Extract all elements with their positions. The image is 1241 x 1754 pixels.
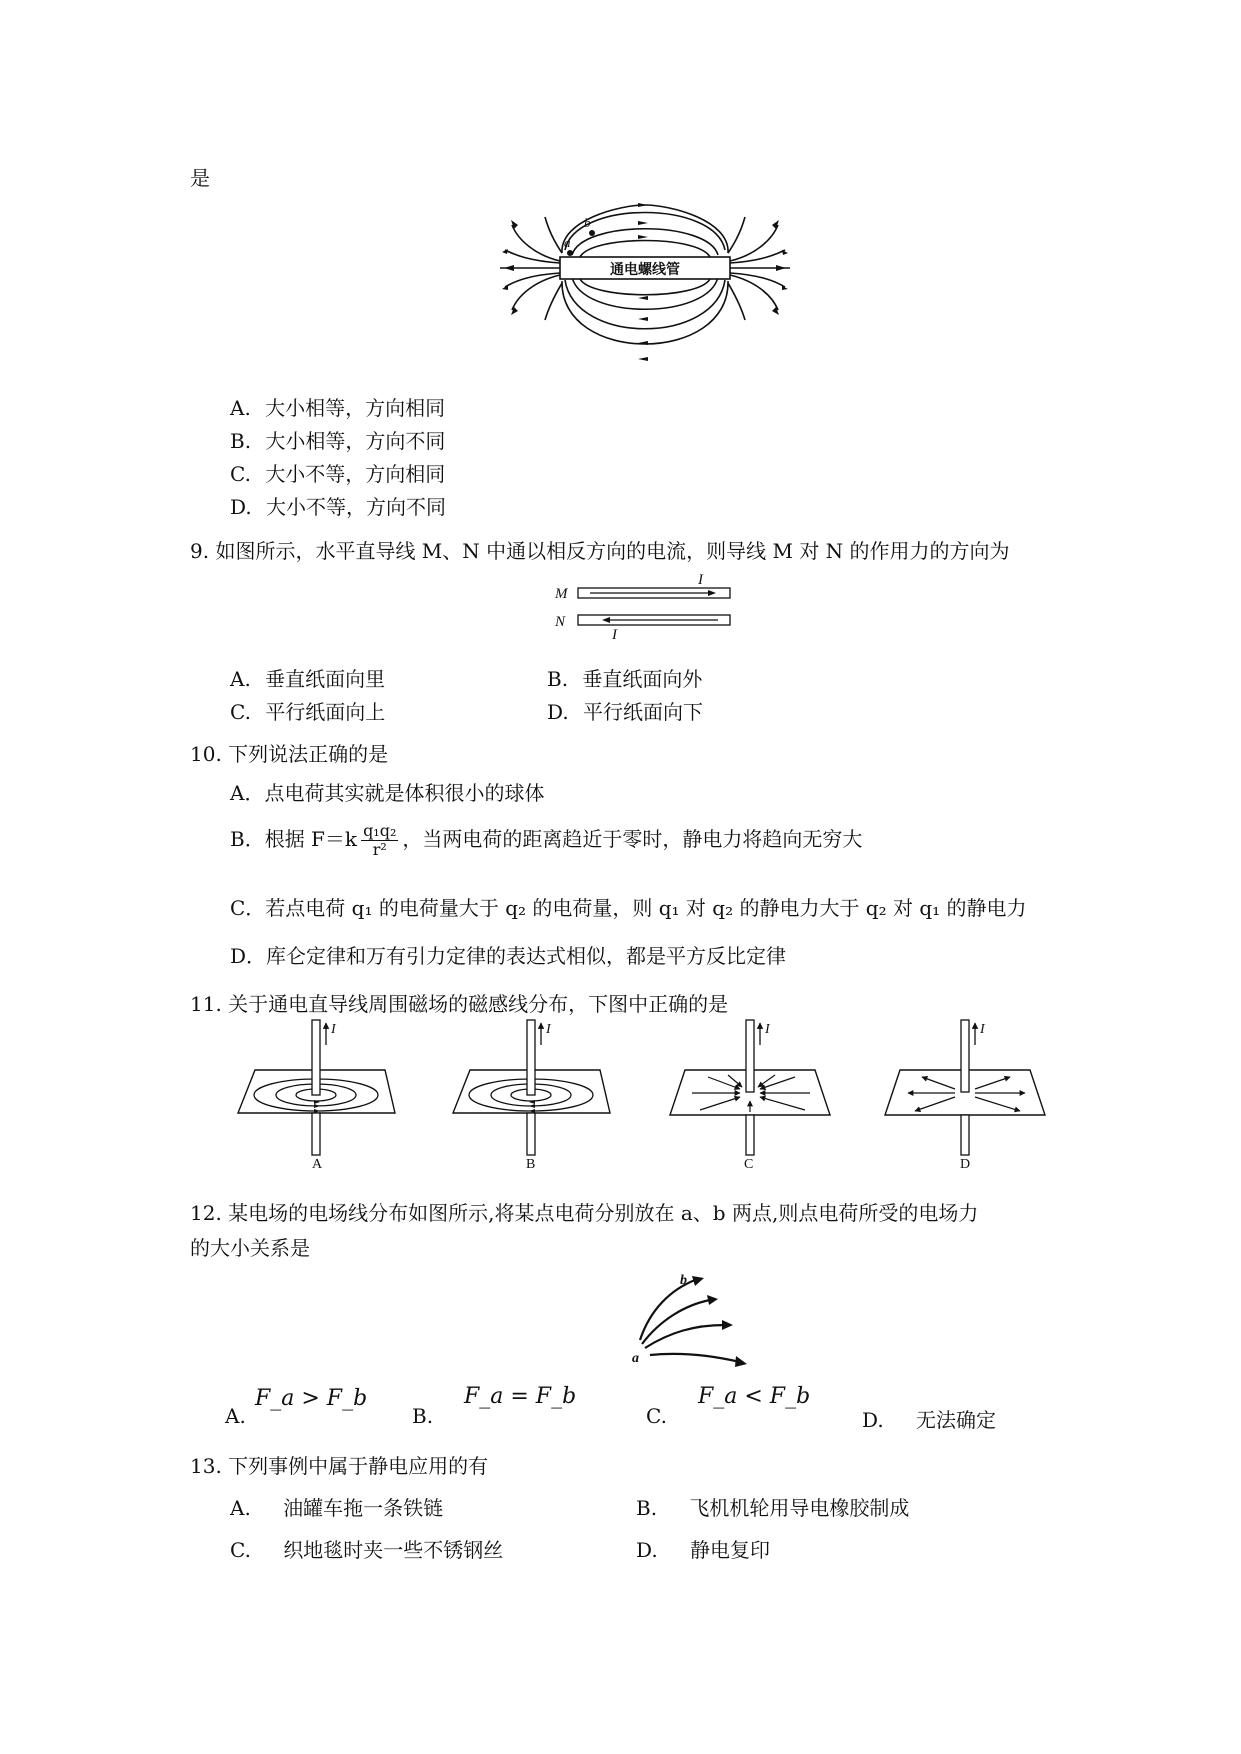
option-formula: F_a = F_b [464, 1384, 577, 1409]
current-n-label: I [612, 627, 617, 640]
option-b-suffix: ，当两电荷的距离趋近于零时，静电力将趋向无穷大 [402, 827, 863, 851]
option-text: 大小不等，方向不同 [266, 495, 447, 519]
option-text: 大小相等，方向相同 [265, 396, 446, 420]
electric-field-lines-figure [630, 1270, 760, 1380]
option-key: B. [547, 667, 569, 691]
current-label-c: I [765, 1022, 770, 1037]
q10-option-c[interactable]: C．若点电荷 q₁ 的电荷量大于 q₂ 的电荷量，则 q₁ 对 q₂ 的静电力大于 q₂ 对 q₁ 的静电力 [230, 896, 1027, 920]
figure-d[interactable] [885, 1020, 1045, 1170]
option-key: C. [646, 1404, 667, 1428]
question-10-stem: 10. 下列说法正确的是 [190, 742, 389, 766]
option-b-prefix: B．根据 F＝k [230, 827, 358, 851]
option-text: 大小不等，方向相同 [265, 462, 446, 486]
option-key: D. [547, 700, 569, 724]
current-m-label: I [698, 572, 703, 588]
point-a-label: a [632, 1351, 639, 1366]
option-key: A. [230, 1496, 251, 1520]
parallel-wires-figure [550, 570, 740, 640]
figure-label-c: C [744, 1157, 754, 1170]
option-text: 飞机机轮用导电橡胶制成 [689, 1496, 910, 1520]
point-b-label: b [584, 215, 591, 230]
solenoid-label: 通电螺线管 [610, 263, 680, 278]
q13-option-d[interactable] [636, 1534, 770, 1563]
figure-label-a: A [312, 1157, 323, 1170]
option-formula: F_a < F_b [698, 1384, 811, 1409]
figure-c[interactable] [670, 1020, 830, 1170]
q12-option-d[interactable] [862, 1404, 996, 1433]
figure-label-b: B [526, 1157, 536, 1170]
q9-option-d[interactable] [547, 696, 703, 725]
q12-option-c[interactable] [646, 1384, 811, 1432]
option-text: 织地毯时夹一些不锈钢丝 [283, 1538, 504, 1562]
question-9-stem: 9. 如图所示，水平直导线 M、N 中通以相反方向的电流，则导线 M 对 N 的作用力的方向为 [190, 539, 1010, 563]
option-key: A. [225, 1404, 246, 1428]
option-key: B. [412, 1404, 434, 1428]
q13-option-a[interactable] [230, 1492, 443, 1521]
option-formula: F_a > F_b [255, 1386, 368, 1411]
fraction-numerator: q₁q₂ [363, 821, 397, 840]
q10-option-a[interactable]: A．点电荷其实就是体积很小的球体 [230, 781, 545, 805]
figure-a[interactable] [238, 1020, 395, 1170]
option-key: D. [636, 1538, 658, 1562]
q10-option-d[interactable]: D．库仑定律和万有引力定律的表达式相似，都是平方反比定律 [230, 944, 787, 968]
question-12-stem-line1: 12. 某电场的电场线分布如图所示,将某点电荷分别放在 a、b 两点,则点电荷所受的电场力 [190, 1201, 979, 1225]
current-label-b: I [546, 1022, 551, 1037]
option-key: B. [636, 1496, 658, 1520]
q13-option-c[interactable] [230, 1534, 503, 1563]
current-label-a: I [331, 1022, 336, 1037]
wire-n-label: N [555, 614, 566, 630]
solenoid-field-figure [500, 195, 790, 380]
option-key: D. [230, 495, 252, 519]
option-text: 平行纸面向上 [265, 700, 386, 724]
q8-option-a[interactable] [230, 392, 445, 421]
option-key: D. [862, 1408, 884, 1432]
figure-b[interactable] [453, 1020, 610, 1170]
q10-option-b[interactable] [230, 822, 862, 859]
option-text: 静电复印 [690, 1538, 771, 1562]
coulomb-fraction [361, 822, 398, 859]
option-key: B. [230, 429, 252, 453]
q9-option-c[interactable] [230, 696, 385, 725]
option-key: C. [230, 462, 251, 486]
option-key: A. [230, 667, 251, 691]
option-text: 大小相等，方向不同 [265, 429, 446, 453]
option-key: C. [230, 1538, 251, 1562]
option-key: C. [230, 700, 251, 724]
option-text: 平行纸面向下 [583, 700, 704, 724]
point-a-label: a [564, 235, 571, 250]
fraction-denominator: r² [372, 840, 387, 859]
wire-field-figures [230, 1015, 1080, 1170]
q8-option-b[interactable] [230, 425, 445, 454]
option-key: A. [230, 396, 251, 420]
q13-option-b[interactable] [636, 1492, 909, 1521]
wire-m-label: M [555, 586, 568, 602]
q8-option-d[interactable] [230, 491, 446, 520]
question-11-stem: 11. 关于通电直导线周围磁场的磁感线分布，下图中正确的是 [190, 992, 729, 1016]
option-text: 油罐车拖一条铁链 [283, 1496, 444, 1520]
q9-option-a[interactable] [230, 663, 385, 692]
q8-option-c[interactable] [230, 458, 445, 487]
q9-option-b[interactable] [547, 663, 702, 692]
option-text: 垂直纸面向里 [265, 667, 386, 691]
option-text: 无法确定 [916, 1408, 997, 1432]
point-b-label: b [680, 1273, 687, 1288]
q12-option-a[interactable] [225, 1386, 375, 1432]
question-12-stem-line2: 的大小关系是 [190, 1236, 310, 1260]
option-text: 垂直纸面向外 [582, 667, 703, 691]
question-8-stem-fragment: 是 [190, 166, 210, 190]
current-label-d: I [980, 1022, 985, 1037]
q12-option-b[interactable] [412, 1384, 577, 1432]
figure-label-d: D [960, 1157, 971, 1170]
question-13-stem: 13. 下列事例中属于静电应用的有 [190, 1454, 489, 1478]
